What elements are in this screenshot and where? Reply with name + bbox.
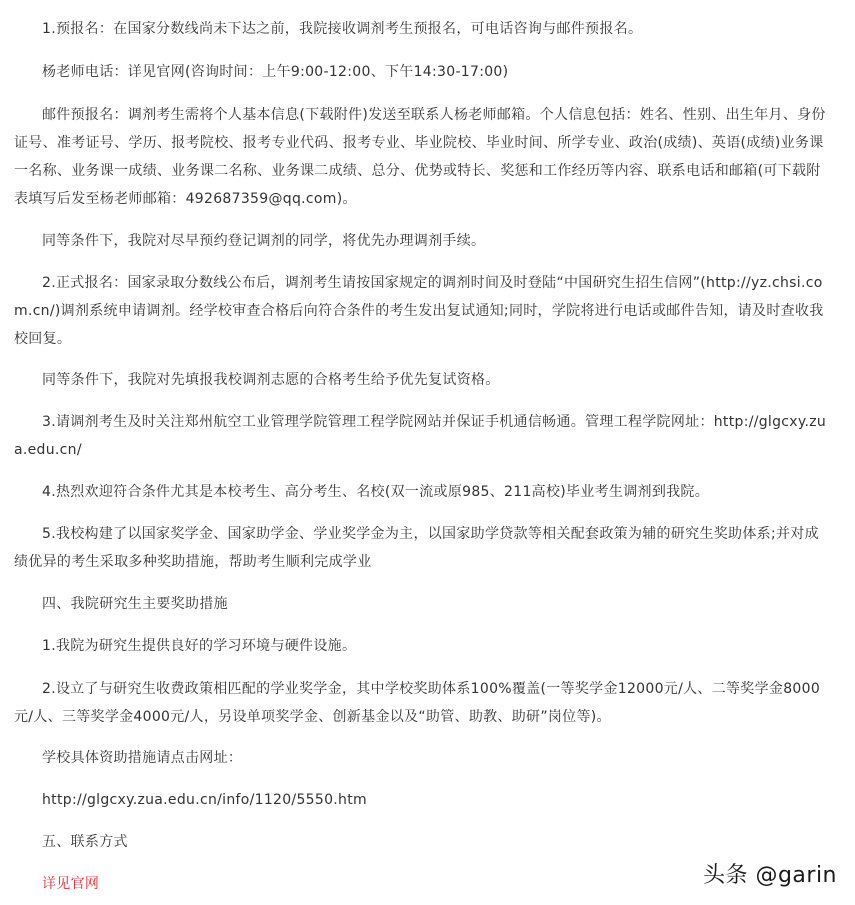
section-heading-contact: 五、联系方式 [42, 834, 128, 850]
paragraph-priority-early: 同等条件下，我院对尽早预约登记调剂的同学，将优先办理调剂手续。 [42, 233, 486, 249]
paragraph-scholarship-detail: 2.设立了与研究生收费政策相匹配的学业奖学金，其中学校奖助体系100%覆盖(一等奖学金12000元/人、二等奖学金8000元/人、三等奖学金4000元/人，另设单项奖学金、创新基金以及“助管、助教、助研”岗位等)。 [14, 681, 821, 725]
paragraph-priority-retest: 同等条件下，我院对先填报我校调剂志愿的合格考生给予优先复试资格。 [42, 372, 500, 388]
paragraph-formal-registration: 2.正式报名：国家录取分数线公布后，调剂考生请按国家规定的调剂时间及时登陆“中国研究生招生信网”(http://yz.chsi.com.cn/)调剂系统申请调剂。经学校审查合格后向符合条件的考生发出复试通知;同时，学院将进行电话或邮件告知，请及时查收我校回复。 [14, 275, 824, 347]
paragraph-environment: 1.我院为研究生提供良好的学习环境与硬件设施。 [42, 638, 357, 654]
section-heading-awards: 四、我院研究生主要奖助措施 [42, 596, 228, 612]
watermark: 头条 @garin [702, 863, 837, 888]
paragraph-email-registration: 邮件预报名：调剂考生需将个人基本信息(下载附件)发送至联系人杨老师邮箱。个人信息包括：姓名、性别、出生年月、身份证号、准考证号、学历、报考院校、报考专业代码、报考专业、毕业院校、毕业时间、所学专业、政治(成绩)、英语(成绩)业务课一名称、业务课一成绩、业务课二名称、业务课二成绩、总分、优势或特长、奖惩和工作经历等内容、联系电话和邮箱(可下载附表填写后发至杨老师邮箱：492687359@qq.com)。 [14, 107, 826, 207]
see-official-site-link[interactable]: 详见官网 [42, 876, 100, 892]
paragraph-website-notice: 3.请调剂考生及时关注郑州航空工业管理学院管理工程学院网站并保证手机通信畅通。管理工程学院网址：http://glgcxy.zua.edu.cn/ [14, 414, 827, 458]
paragraph-phone: 杨老师电话：详见官网(咨询时间：上午9:00-12:00、下午14:30-17:00) [42, 64, 509, 80]
paragraph-click-url: 学校具体资助措施请点击网址： [42, 750, 243, 766]
paragraph-scholarship-system: 5.我校构建了以国家奖学金、国家助学金、学业奖学金为主，以国家助学贷款等相关配套政策为辅的研究生奖助体系;并对成绩优异的考生采取多种奖助措施，帮助考生顺利完成学业 [14, 526, 819, 570]
paragraph-welcome: 4.热烈欢迎符合条件尤其是本校考生、高分考生、名校(双一流或原985、211高校)毕业考生调剂到我院。 [42, 484, 710, 500]
paragraph-pre-registration: 1.预报名：在国家分数线尚未下达之前，我院接收调剂考生预报名，可电话咨询与邮件预报名。 [42, 21, 643, 37]
funding-url-link[interactable]: http://glgcxy.zua.edu.cn/info/1120/5550.htm [42, 792, 367, 808]
